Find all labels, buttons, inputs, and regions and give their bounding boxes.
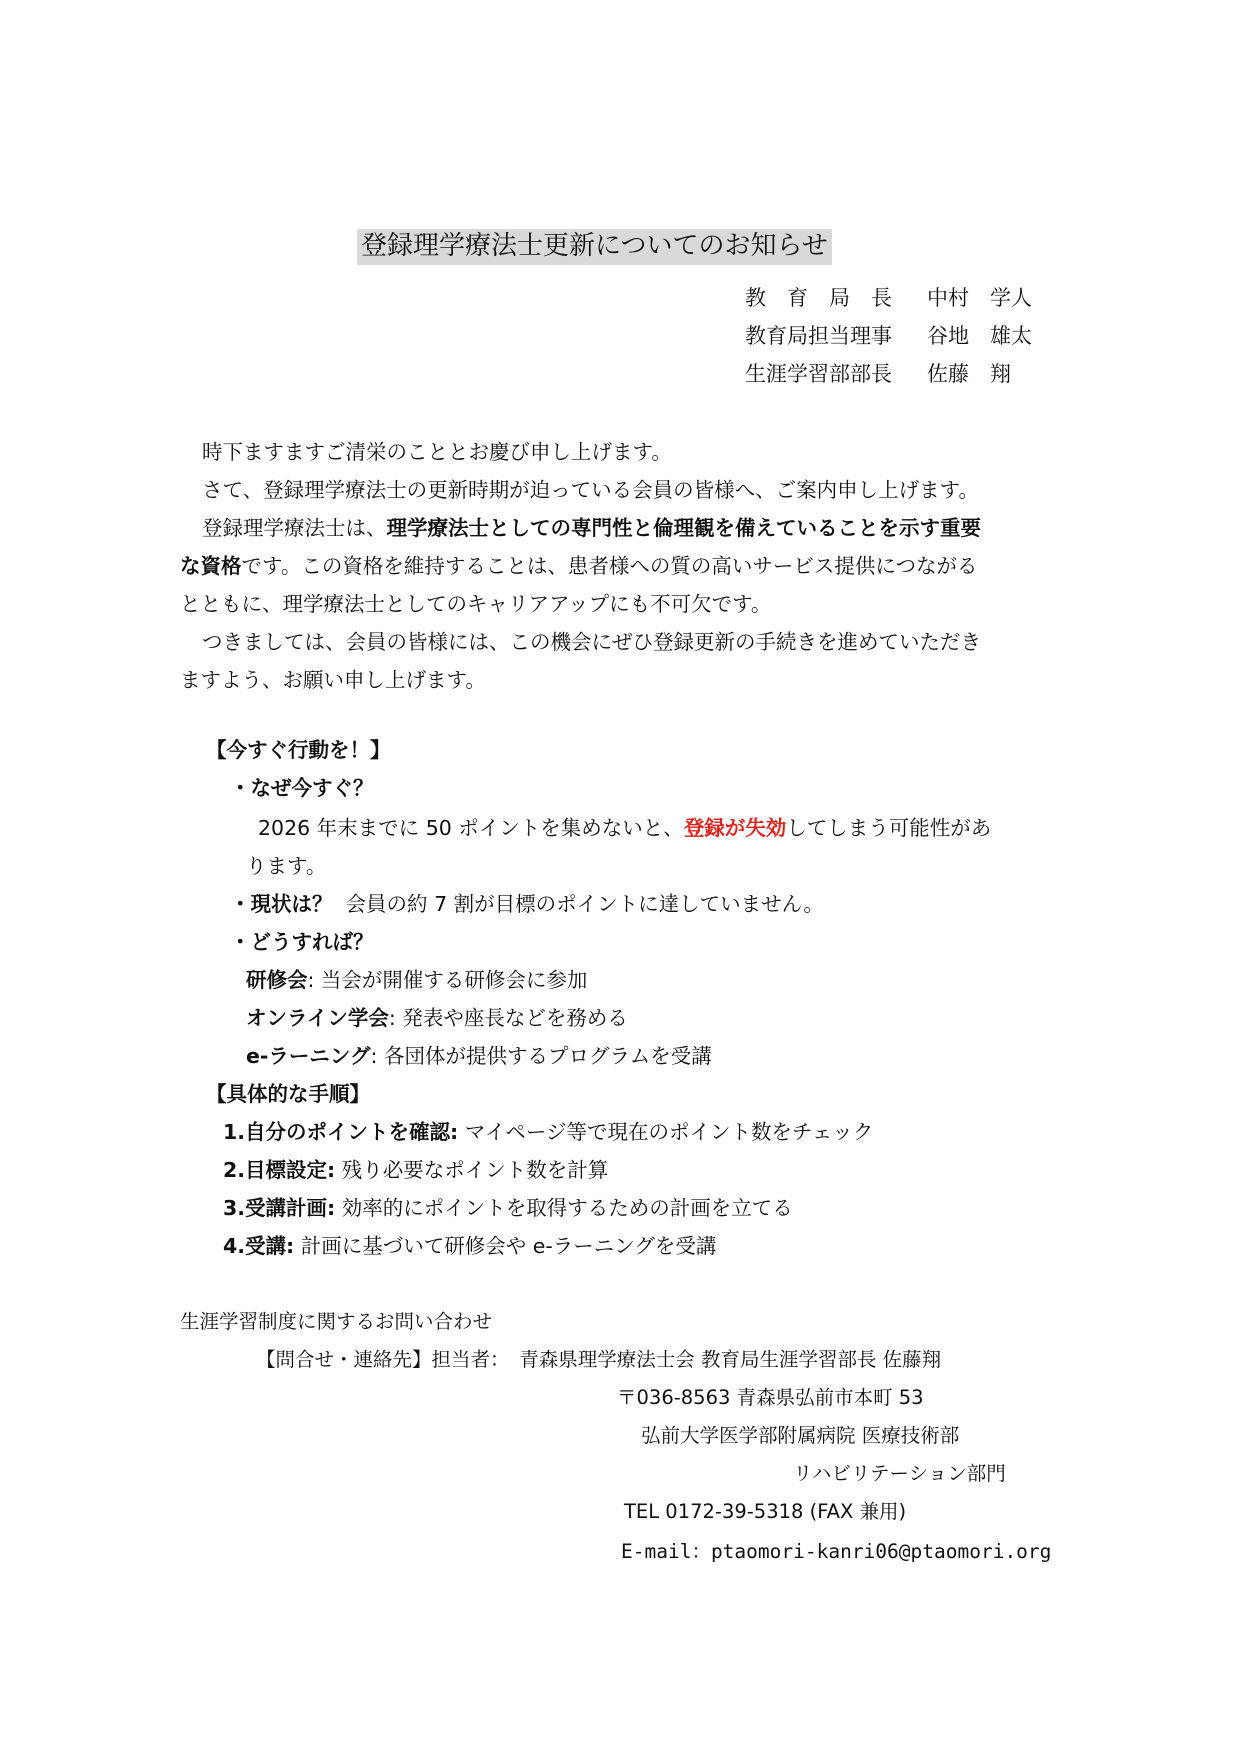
signatory-2: [745, 326, 1032, 347]
contact-email[interactable]: E-mail：ptaomori-kanri06@ptaomori.org: [621, 1540, 1052, 1563]
contact-org-2: リハビリテーション部門: [793, 1462, 1006, 1485]
emphasis-text: 理学療法士としての専門性と倫理観を備えていることを示す重要: [386, 516, 981, 540]
method-item: オンライン学会: 発表や座長などを務める: [246, 1006, 628, 1030]
signatory-name: 谷地 雄太: [927, 324, 1032, 348]
paragraph-intro: さて、登録理学療法士の更新時期が迫っている会員の皆様へ、ご案内申し上げます。: [202, 478, 979, 502]
why-text-line2: ります。: [246, 854, 327, 878]
contact-postal: 〒036-8563 青森県弘前市本町 53: [617, 1386, 924, 1409]
contact-tel: TEL 0172-39-5318 (FAX 兼用): [624, 1500, 907, 1523]
warning-text: 登録が失効: [683, 816, 787, 840]
signatory-name: 中村 学人: [927, 286, 1032, 310]
paragraph-greeting: 時下ますますご清栄のこととお慶び申し上げます。: [202, 440, 672, 464]
paragraph-request-line2: ますよう、お願い申し上げます。: [180, 668, 486, 692]
contact-person: 【問合せ・連絡先】担当者： 青森県理学療法士会 教育局生涯学習部長 佐藤翔: [256, 1348, 942, 1371]
contact-intro: 生涯学習制度に関するお問い合わせ: [180, 1310, 493, 1333]
paragraph-request-line1: つきましては、会員の皆様には、この機会にぜひ登録更新の手続きを進めていただき: [202, 630, 981, 654]
bullet-status: ・現状は？ 会員の約 7 割が目標のポイントに達していません。: [230, 892, 824, 916]
signatory-3: [745, 364, 1011, 385]
section-heading-action: 【今すぐ行動を！】: [206, 738, 391, 762]
signatory-name: 佐藤 翔: [927, 362, 1011, 386]
step-item: 3.受講計画: 効率的にポイントを取得するための計画を立てる: [223, 1196, 793, 1220]
paragraph-importance-line1: 登録理学療法士は、理学療法士としての専門性と倫理観を備えていることを示す重要: [202, 516, 981, 540]
signatory-1: [745, 288, 1032, 309]
signatory-role: 生涯学習部部長: [745, 362, 892, 386]
method-item: e-ラーニング: 各団体が提供するプログラムを受講: [246, 1044, 712, 1068]
paragraph-importance-line3: とともに、理学療法士としてのキャリアアップにも不可欠です。: [180, 592, 772, 616]
method-item: 研修会: 当会が開催する研修会に参加: [246, 968, 588, 992]
step-item: 2.目標設定: 残り必要なポイント数を計算: [223, 1158, 609, 1182]
emphasis-text: な資格: [180, 554, 242, 578]
step-item: 4.受講: 計画に基づいて研修会や e-ラーニングを受講: [223, 1234, 717, 1258]
paragraph-importance-line2: な資格です。この資格を維持することは、患者様への質の高いサービス提供につながる: [180, 554, 978, 578]
bullet-how: ・どうすれば？: [230, 930, 374, 954]
bullet-why: ・なぜ今すぐ？: [230, 776, 374, 800]
why-text-line1: 2026 年末までに 50 ポイントを集めないと、登録が失効してしまう可能性があ: [258, 816, 992, 840]
signatory-role: 教育局担当理事: [745, 324, 892, 348]
step-item: 1.自分のポイントを確認: マイページ等で現在のポイント数をチェック: [223, 1120, 874, 1144]
page-title: 登録理学療法士更新についてのお知らせ: [357, 229, 832, 265]
signatory-role: 教 育 局 長: [745, 286, 892, 310]
section-heading-steps: 【具体的な手順】: [206, 1082, 370, 1106]
contact-org-1: 弘前大学医学部附属病院 医療技術部: [641, 1424, 960, 1447]
